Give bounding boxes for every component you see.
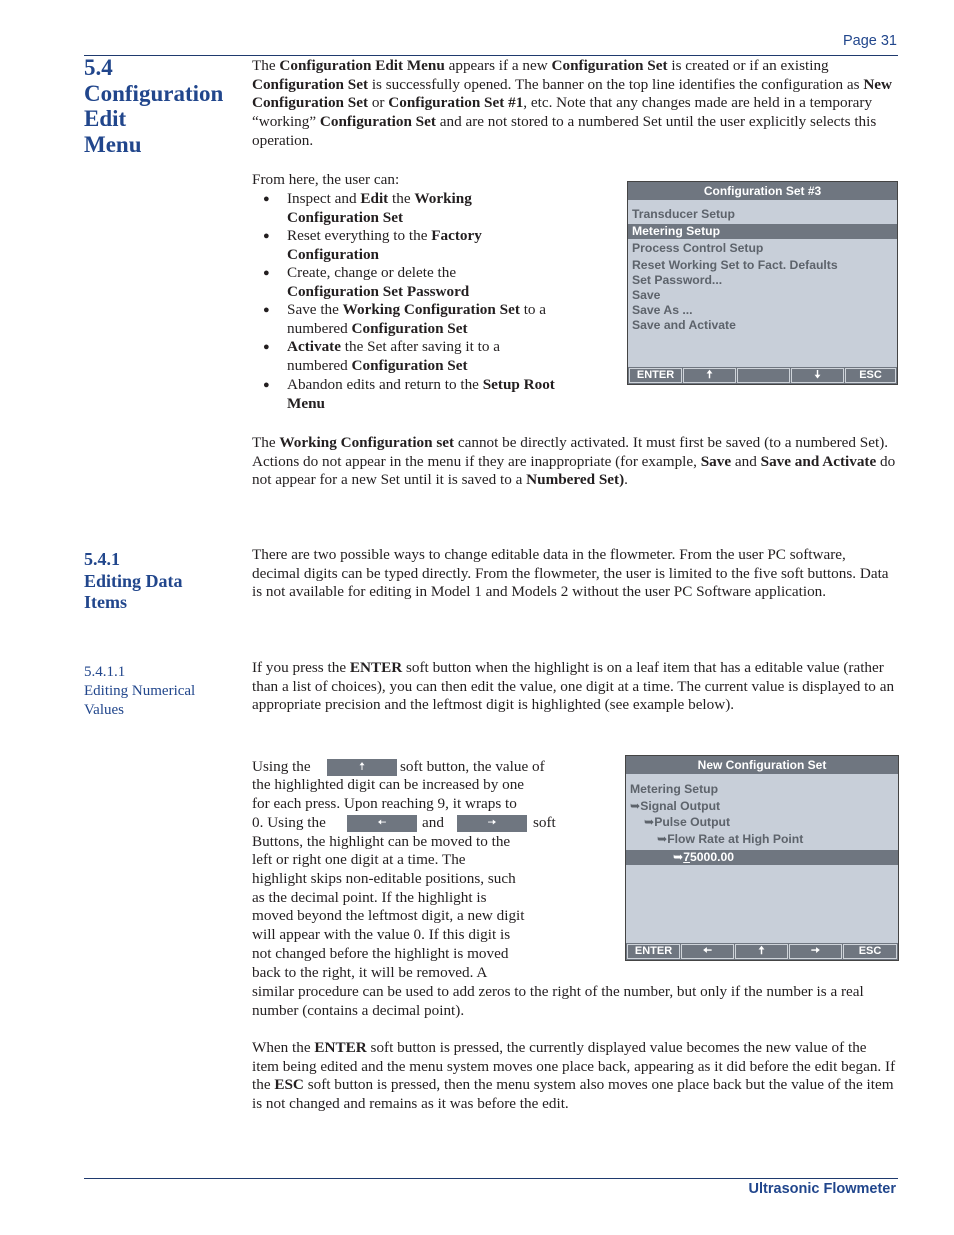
bold-text: Factory Configuration <box>287 227 482 263</box>
subsection-number: 5.4.1 <box>84 549 120 569</box>
bold-text: Numbered Set) <box>526 471 625 489</box>
page-number: Page 31 <box>842 33 897 49</box>
text-line: as the decimal point. If the highlight is <box>252 889 487 906</box>
subsubsection-number: 5.4.1.1 <box>84 664 126 680</box>
up-arrow-icon[interactable]: 🠅 <box>735 944 788 959</box>
menu-highlight <box>626 850 898 865</box>
menu-item[interactable]: Process Control Setup <box>632 241 764 255</box>
bold-text: Configuration Set Password <box>287 282 470 300</box>
branch-arrow-icon: ➥ <box>644 815 655 829</box>
bold-text: Working Configuration Set <box>342 301 520 318</box>
section-number: 5.4 <box>84 55 113 80</box>
text: soft button is pressed, then the menu system also moves one place back but the value of the item is not changed and remains as it was before the edit. <box>252 1076 894 1113</box>
bullet-icon: ● <box>263 193 270 205</box>
enter-softkey[interactable]: ENTER <box>627 944 680 959</box>
text: Reset everything to the <box>287 227 432 244</box>
blank-softkey[interactable] <box>737 368 790 383</box>
menu-item[interactable]: Transducer Setup <box>632 207 735 221</box>
text: The <box>252 57 280 74</box>
text-line: 0. Using the <box>252 814 326 831</box>
menu-item[interactable]: Save <box>632 288 661 302</box>
softkey-bar <box>626 943 898 960</box>
bold-text: Save <box>700 452 732 470</box>
esc-softkey[interactable]: ESC <box>843 944 897 959</box>
softkey-bar <box>628 367 897 384</box>
menu-item[interactable]: Metering Setup <box>630 782 719 796</box>
bullet-icon: ● <box>263 267 270 279</box>
right-arrow-icon[interactable]: 🠆 <box>789 944 842 959</box>
section-heading <box>84 55 249 157</box>
footer-product-name: Ultrasonic Flowmeter <box>748 1181 896 1197</box>
working-set-paragraph <box>252 434 897 490</box>
bold-text: Working Configuration Set <box>287 190 472 226</box>
bold-text: New Configuration Set <box>252 75 893 112</box>
text: Inspect and <box>287 190 361 207</box>
text: do not appear for a new Set until it is saved to a <box>252 452 896 489</box>
left-arrow-icon: 🠄 <box>347 815 417 832</box>
text-line: and <box>422 814 444 831</box>
down-arrow-icon[interactable]: 🠇 <box>791 368 844 383</box>
text: Save the <box>287 301 343 318</box>
menu-item[interactable] <box>630 799 720 814</box>
text-line: left or right one digit at a time. The <box>252 851 466 868</box>
bold-text: Configuration Set <box>252 75 369 93</box>
text: Abandon edits and return to the <box>287 376 483 393</box>
text: the <box>388 190 415 207</box>
text: to a numbered <box>287 301 547 337</box>
highlighted-digit[interactable]: 7 <box>683 850 690 864</box>
menu-item[interactable]: Save As ... <box>632 303 693 317</box>
menu-item-label: Signal Output <box>640 799 721 813</box>
subsection-title-line: Editing Data <box>84 570 183 591</box>
text: is successfully opened. The banner on the top line identifies the configuration as <box>368 75 864 93</box>
section-title-line: Configuration <box>84 80 224 106</box>
text-line: highlight skips non-editable positions, such <box>252 870 516 887</box>
text: appears if a new <box>444 57 552 74</box>
branch-arrow-icon: ➥ <box>630 799 641 813</box>
text-line: for each press. Upon reaching 9, it wraps to <box>252 795 517 812</box>
text: cannot be directly activated. It must first be saved (to a numbered Set). Actions do not appear in the menu if they are inappropriate (for example, <box>252 434 889 470</box>
text-line: the highlighted digit can be increased by one <box>252 776 525 793</box>
section-title-line: Menu <box>84 131 142 157</box>
text: is created or if an existing <box>667 57 829 74</box>
text-line: back to the right, it will be removed. A <box>252 964 488 981</box>
text-line: not changed before the highlight is moved <box>252 945 509 962</box>
branch-arrow-icon: ➥ <box>657 832 668 846</box>
menu-item-label: Flow Rate at High Point <box>667 832 804 846</box>
menu-item[interactable]: Reset Working Set to Fact. Defaults <box>632 258 838 272</box>
up-arrow-icon[interactable]: 🠅 <box>683 368 736 383</box>
bold-text: Setup Root Menu <box>287 376 555 412</box>
text: soft button is pressed, the currently displayed value becomes the new value of the item being edited and the menu system moves one place back, appearing as it did before the edit began. If the <box>252 1039 896 1094</box>
footer-rule <box>84 1178 898 1179</box>
right-arrow-icon: 🠆 <box>457 815 527 832</box>
screen-title: New Configuration Set <box>626 756 898 774</box>
text: , etc. Note that any changes made are held in a temporary “working” <box>252 94 873 131</box>
bold-text: ESC <box>274 1076 304 1094</box>
section-title-line: Edit <box>84 106 127 131</box>
can-intro: From here, the user can: <box>252 171 400 188</box>
enter-paragraph <box>252 659 897 715</box>
text: If you press the <box>252 659 350 676</box>
subsubsection-title-line: Editing Numerical <box>84 683 196 699</box>
menu-item[interactable] <box>644 815 730 830</box>
screen-title: Configuration Set #3 <box>628 182 897 200</box>
subsubsection-title-line: Values <box>84 702 124 718</box>
enter-softkey[interactable]: ENTER <box>629 368 682 383</box>
text: When the <box>252 1039 315 1056</box>
device-screen-new-config <box>625 755 899 961</box>
text: . <box>624 471 628 489</box>
bullet-icon: ● <box>263 379 270 391</box>
left-arrow-icon[interactable]: 🠄 <box>681 944 734 959</box>
text: and are not stored to a numbered Set until the user explicitly selects this operation. <box>252 113 877 149</box>
bold-text: Configuration Set <box>351 319 468 337</box>
text: soft button when the highlight is on a leaf item that has a editable value (rather than a list of choices), you can then edit the value, one digit at a time. The current value is displayed to an appropriate precision and the leftmost digit is highlighted (see example below). <box>252 659 895 714</box>
intro-paragraph <box>252 57 897 151</box>
text: or <box>368 94 389 112</box>
subsection-heading <box>84 549 244 614</box>
subsubsection-heading <box>84 663 244 720</box>
editable-value[interactable] <box>673 850 734 865</box>
esc-softkey[interactable]: ESC <box>845 368 896 383</box>
text-line: soft button, the value of <box>400 758 545 775</box>
bold-text: Edit <box>360 190 389 207</box>
text-line: Using the <box>252 758 311 775</box>
bold-text: ENTER <box>349 659 403 676</box>
bold-text: Save and Activate <box>760 452 877 470</box>
menu-item[interactable]: Set Password... <box>632 273 723 287</box>
bold-text: Activate <box>287 338 341 355</box>
branch-arrow-icon: ➥ <box>673 850 684 864</box>
bullet-icon: ● <box>263 341 270 353</box>
value-digits[interactable]: 5000.00 <box>690 850 735 864</box>
bullet-icon: ● <box>263 230 270 242</box>
text: Create, change or delete the <box>287 264 457 281</box>
menu-item[interactable]: Save and Activate <box>632 318 736 332</box>
bold-text: Configuration Set <box>351 356 468 374</box>
menu-item[interactable] <box>657 832 803 847</box>
bold-text: ENTER <box>314 1039 367 1056</box>
text: and <box>731 452 761 470</box>
menu-item-selected[interactable]: Metering Setup <box>632 224 721 238</box>
bold-text: Configuration Set <box>319 113 436 131</box>
text-paragraph: similar procedure can be used to add zeros to the right of the number, but only if the number is a real number (contains a decimal point). <box>252 983 864 1019</box>
text: the Set after saving it to a numbered <box>287 338 500 374</box>
subsection-title-line: Items <box>84 592 127 612</box>
text-line: soft <box>533 814 556 831</box>
bullet-icon: ● <box>263 304 270 316</box>
menu-item-label: Pulse Output <box>654 815 731 829</box>
text-line: will appear with the value 0. If this digit is <box>252 926 511 943</box>
bold-text: Configuration Set <box>551 57 668 74</box>
bold-text: Configuration Set #1 <box>388 94 524 112</box>
editing-data-paragraph: There are two possible ways to change editable data in the flowmeter. From the user PC software, decimal digits can be typed directly. From the flowmeter, the user is limited to the five soft buttons. Data is not available for editing in Model 1 and Models 2 without the user PC Software application. <box>252 546 889 601</box>
text-line: moved beyond the leftmost digit, a new digit <box>252 907 525 924</box>
text: The <box>252 434 280 451</box>
bold-text: Working Configuration set <box>279 434 455 451</box>
bold-text: Configuration Edit Menu <box>279 57 445 74</box>
enter-esc-paragraph <box>252 1039 897 1114</box>
text-line: Buttons, the highlight can be moved to the <box>252 833 511 850</box>
device-screen-config-set <box>627 181 898 385</box>
up-arrow-icon: 🠅 <box>327 759 397 776</box>
